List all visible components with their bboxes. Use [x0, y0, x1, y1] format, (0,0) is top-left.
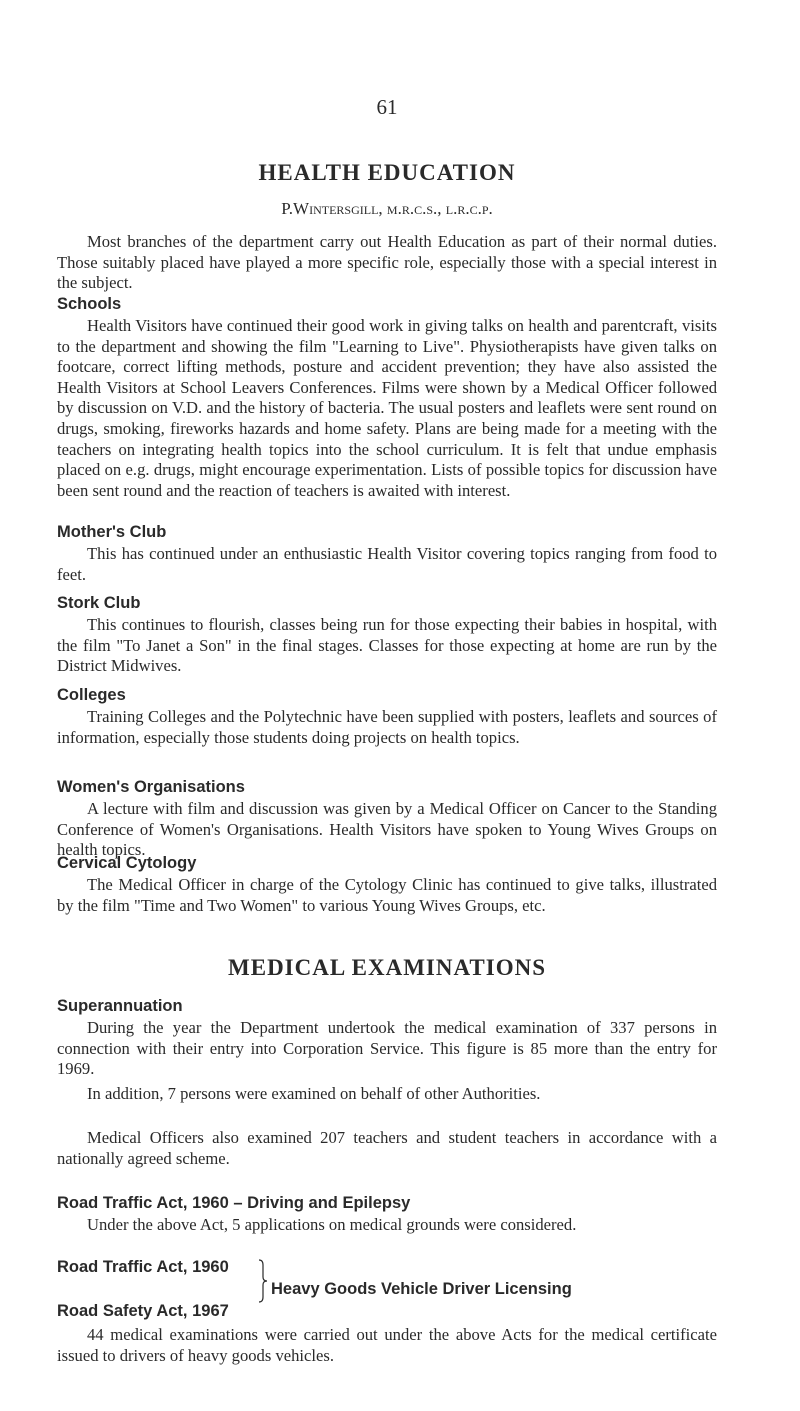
hgv-paragraph: 44 medical examinations were carried out under the above Acts for the medical certificate issued to drivers of heavy goods vehicles. — [57, 1325, 717, 1365]
womens-organisations-paragraph: A lecture with film and discussion was given by a Medical Officer on Cancer to the Standing Conference of Women's Organisations. Health Visitors have spoken to Young Wives Groups on health topics. — [57, 799, 717, 860]
author-line: P.Wintersgill, m.r.c.s., l.r.c.p. — [281, 199, 493, 218]
road-traffic-paragraph: Under the above Act, 5 applications on medical grounds were considered. — [87, 1215, 577, 1234]
page-number: 61 — [376, 95, 398, 119]
superannuation-paragraph-3: Medical Officers also examined 207 teachers and student teachers in accordance with a nationally agreed scheme. — [57, 1128, 717, 1168]
brace-icon — [257, 1259, 269, 1303]
stork-club-paragraph: This continues to flourish, classes being run for those expecting their babies in hospital, with the film "To Janet a Son" in the final stages. Classes for those expecting at home are run by the District Midwives. — [57, 615, 717, 676]
cervical-cytology-paragraph: The Medical Officer in charge of the Cytology Clinic has continued to give talks, illustrated by the film "Time and Two Women" to various Young Wives Groups, etc. — [57, 875, 717, 915]
medical-examinations-title: MEDICAL EXAMINATIONS — [228, 955, 546, 980]
heading-schools: Schools — [57, 295, 122, 313]
heading-womens-organisations: Women's Organisations — [57, 778, 245, 796]
act-road-safety-1967: Road Safety Act, 1967 — [57, 1302, 229, 1320]
act-road-traffic-1960: Road Traffic Act, 1960 — [57, 1258, 229, 1276]
heading-mothers-club: Mother's Club — [57, 523, 167, 541]
heading-stork-club: Stork Club — [57, 594, 141, 612]
schools-paragraph: Health Visitors have continued their good work in giving talks on health and parentcraft, visits to the department and showing the film "Learning to Live". Physiotherapists have given talks on footcare, correct lifting methods, posture and accident prevention; they have also assisted the Health Visitors at School Leavers Conferences. Films were shown by a Medical Officer followed by discussion on V.D. and the history of bacteria. The usual posters and leaflets were sent round on drugs, smoking, fireworks hazards and home safety. Plans are being made for a meeting with the teachers on integrating health topics into the school curriculum. It is felt that undue emphasis placed on e.g. drugs, might encourage experimentation. Lists of possible topics for discussion have been sent round and the reaction of teachers is awaited with interest. — [57, 316, 717, 500]
health-education-title: HEALTH EDUCATION — [258, 160, 516, 185]
superannuation-paragraph-2: In addition, 7 persons were examined on behalf of other Authorities. — [87, 1084, 541, 1103]
heading-cervical-cytology: Cervical Cytology — [57, 854, 197, 872]
superannuation-paragraph-1: During the year the Department undertook the medical examination of 337 persons in connection with their entry into Corporation Service. This figure is 85 more than the entry for 1969. — [57, 1018, 717, 1079]
heading-colleges: Colleges — [57, 686, 126, 704]
heading-road-traffic-epilepsy: Road Traffic Act, 1960 – Driving and Epilepsy — [57, 1194, 411, 1212]
intro-paragraph: Most branches of the department carry out Health Education as part of their normal duties. Those suitably placed have played a more specific role, especially those with a special interest in the subject. — [57, 232, 717, 293]
colleges-paragraph: Training Colleges and the Polytechnic have been supplied with posters, leaflets and sources of information, especially those students doing projects on health topics. — [57, 707, 717, 747]
mothers-club-paragraph: This has continued under an enthusiastic Health Visitor covering topics ranging from food to feet. — [57, 544, 717, 584]
hgv-licensing-label: Heavy Goods Vehicle Driver Licensing — [271, 1280, 572, 1298]
heading-superannuation: Superannuation — [57, 997, 183, 1015]
